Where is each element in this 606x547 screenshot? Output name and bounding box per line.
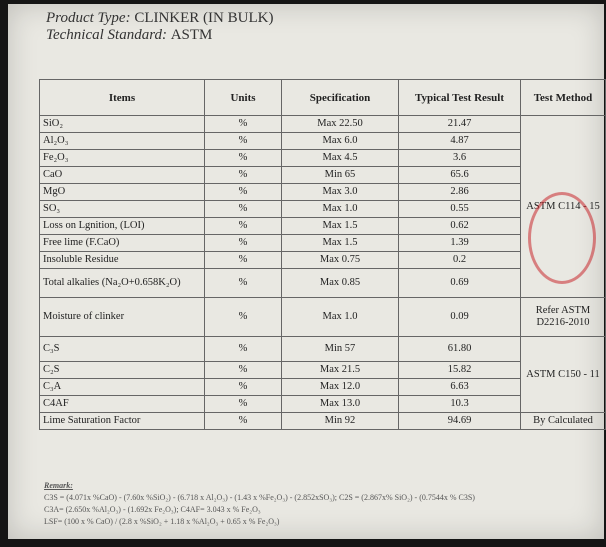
unit-cell: % <box>205 184 282 201</box>
table-row <box>40 413 606 430</box>
method-lsf-cell: By Calculated <box>521 413 606 430</box>
table-row <box>40 337 606 362</box>
red-stamp-seal <box>528 192 596 284</box>
table-row <box>40 116 606 133</box>
item-cell: Loss on Lgnition, (LOI) <box>40 218 205 235</box>
remarks-section <box>44 480 475 528</box>
spec-cell: Max 22.50 <box>282 116 399 133</box>
result-cell: 0.62 <box>399 218 521 235</box>
header-items: Items <box>40 80 205 116</box>
spec-cell: Max 0.75 <box>282 252 399 269</box>
remarks-line: C3A= (2.650x %Al₂O₃) - (1.692x Fe₂O₃); C4AF= 3.043 x % Fe₂O₃ <box>44 505 261 514</box>
result-cell: 10.3 <box>399 396 521 413</box>
spec-cell: Max 3.0 <box>282 184 399 201</box>
product-type-value: CLINKER (IN BULK) <box>134 10 274 26</box>
spec-cell: Min 65 <box>282 167 399 184</box>
method-phases-cell: ASTM C150 - 11 <box>521 337 606 413</box>
spec-cell: Max 1.5 <box>282 218 399 235</box>
item-cell: C4AF <box>40 396 205 413</box>
unit-cell: % <box>205 167 282 184</box>
spec-cell: Max 6.0 <box>282 133 399 150</box>
item-cell: C₃A <box>40 379 205 396</box>
document-page <box>8 4 604 539</box>
technical-standard-line <box>46 27 273 44</box>
item-cell: Insoluble Residue <box>40 252 205 269</box>
unit-cell: % <box>205 413 282 430</box>
item-cell: Total alkalies (Na₂O+0.658K₂O) <box>40 269 205 298</box>
result-cell: 61.80 <box>399 337 521 362</box>
remarks-title: Remark: <box>44 481 73 490</box>
result-cell: 2.86 <box>399 184 521 201</box>
result-cell: 0.55 <box>399 201 521 218</box>
remarks-line: C3S = (4.071x %CaO) - (7.60x %SiO₂) - (6.718 x Al₂O₃) - (1.43 x %Fe₂O₃) - (2.852xSO₃); C2S = (2.867x% SiO₂) - (0.7544x % C3S) <box>44 493 475 502</box>
unit-cell: % <box>205 362 282 379</box>
item-cell: SiO₂ <box>40 116 205 133</box>
spec-cell: Max 13.0 <box>282 396 399 413</box>
technical-standard-value: ASTM <box>170 27 213 43</box>
unit-cell: % <box>205 133 282 150</box>
spec-cell: Max 0.85 <box>282 269 399 298</box>
remarks-line: LSF= (100 x % CaO) / (2.8 x %SiO₂ + 1.18 x %Al₂O₃ + 0.65 x % Fe₂O₃) <box>44 517 280 526</box>
product-type-line <box>46 10 273 27</box>
item-cell: CaO <box>40 167 205 184</box>
table-row <box>40 298 606 337</box>
document-header <box>46 10 273 44</box>
item-cell: C₂S <box>40 362 205 379</box>
unit-cell: % <box>205 201 282 218</box>
spec-cell: Max 1.0 <box>282 298 399 337</box>
item-cell: Fe₂O₃ <box>40 150 205 167</box>
unit-cell: % <box>205 150 282 167</box>
spec-cell: Min 92 <box>282 413 399 430</box>
unit-cell: % <box>205 396 282 413</box>
result-cell: 3.6 <box>399 150 521 167</box>
result-cell: 0.2 <box>399 252 521 269</box>
unit-cell: % <box>205 269 282 298</box>
clinker-spec-table <box>39 79 606 430</box>
result-cell: 6.63 <box>399 379 521 396</box>
header-typical-test-result: Typical Test Result <box>399 80 521 116</box>
result-cell: 94.69 <box>399 413 521 430</box>
spec-cell: Min 57 <box>282 337 399 362</box>
result-cell: 15.82 <box>399 362 521 379</box>
unit-cell: % <box>205 116 282 133</box>
method-chemical-cell: ASTM C114 - 15 <box>521 116 606 298</box>
item-cell: Free lime (F.CaO) <box>40 235 205 252</box>
spec-cell: Max 21.5 <box>282 362 399 379</box>
result-cell: 0.09 <box>399 298 521 337</box>
table-header-row <box>40 80 606 116</box>
spec-cell: Max 12.0 <box>282 379 399 396</box>
result-cell: 21.47 <box>399 116 521 133</box>
unit-cell: % <box>205 298 282 337</box>
item-cell: Al₂O₃ <box>40 133 205 150</box>
item-cell: SO₃ <box>40 201 205 218</box>
item-cell: C₃S <box>40 337 205 362</box>
result-cell: 1.39 <box>399 235 521 252</box>
unit-cell: % <box>205 218 282 235</box>
result-cell: 65.6 <box>399 167 521 184</box>
spec-cell: Max 1.5 <box>282 235 399 252</box>
item-cell: MgO <box>40 184 205 201</box>
unit-cell: % <box>205 379 282 396</box>
unit-cell: % <box>205 252 282 269</box>
header-test-method: Test Method <box>521 80 606 116</box>
header-units: Units <box>205 80 282 116</box>
header-specification: Specification <box>282 80 399 116</box>
spec-cell: Max 4.5 <box>282 150 399 167</box>
technical-standard-label: Technical Standard: <box>46 27 167 43</box>
unit-cell: % <box>205 337 282 362</box>
method-moisture-cell: Refer ASTM D2216-2010 <box>521 298 606 337</box>
item-cell: Moisture of clinker <box>40 298 205 337</box>
spec-cell: Max 1.0 <box>282 201 399 218</box>
result-cell: 4.87 <box>399 133 521 150</box>
unit-cell: % <box>205 235 282 252</box>
result-cell: 0.69 <box>399 269 521 298</box>
item-cell: Lime Saturation Factor <box>40 413 205 430</box>
product-type-label: Product Type: <box>46 10 131 26</box>
